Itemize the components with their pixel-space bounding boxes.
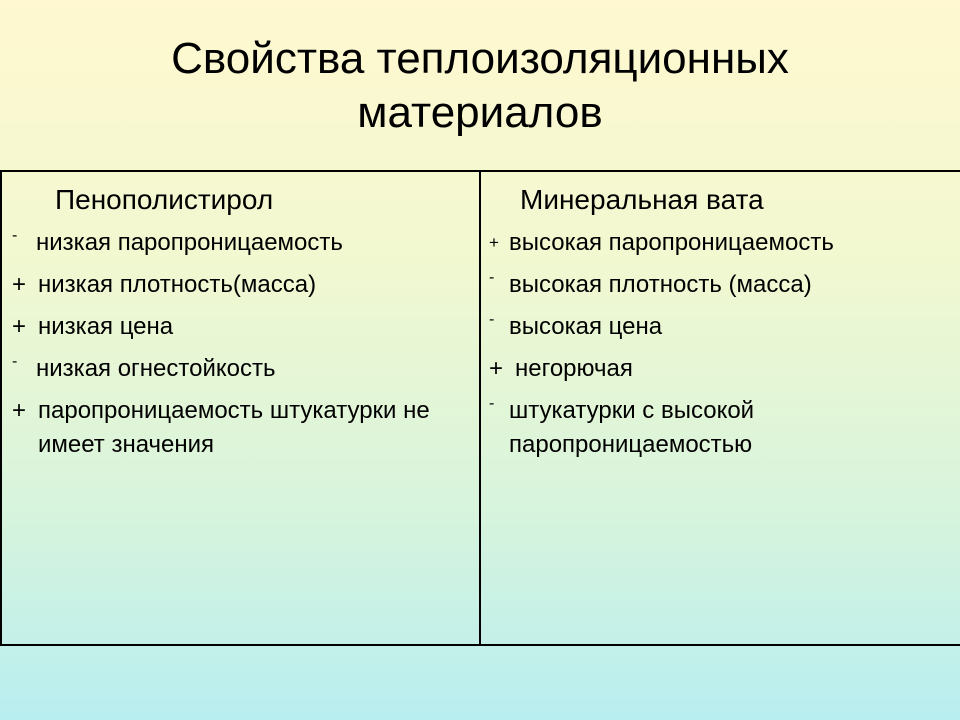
column-header-mineral-wool: Минеральная вата: [520, 184, 764, 215]
list-item: [489, 352, 956, 386]
plus-sign: +: [12, 271, 27, 298]
list-item-text: низкая паропроницаемость: [36, 229, 343, 256]
list-item-text: высокая паропроницаемость: [509, 229, 834, 256]
list-item-text: низкая цена: [38, 313, 174, 340]
list-item-text: негорючая: [515, 355, 633, 382]
list-item: [489, 268, 956, 302]
column-mineral-wool: [481, 172, 960, 644]
minus-sign: -: [12, 353, 18, 370]
page-title: [0, 32, 960, 140]
title-line-2: материалов: [357, 88, 603, 137]
plus-sign: +: [489, 233, 499, 252]
plus-sign: +: [12, 313, 27, 340]
column-header-polystyrene: Пенополистирол: [55, 184, 274, 215]
column-polystyrene: [0, 172, 481, 644]
minus-sign: -: [12, 227, 18, 244]
list-item-text: низкая огнестойкость: [36, 355, 276, 382]
list-item: [489, 310, 956, 344]
list-item: [12, 394, 471, 462]
comparison-table: [0, 170, 960, 646]
list-item-text: паропроницаемость штукатурки не имеет значения: [38, 397, 430, 458]
list-item: [12, 310, 471, 344]
list-item-text: низкая плотность(масса): [38, 271, 317, 298]
minus-sign: -: [489, 311, 495, 328]
list-item: [12, 268, 471, 302]
list-item-text: высокая плотность (масса): [509, 271, 812, 298]
list-item-text: высокая цена: [509, 313, 663, 340]
plus-sign: +: [12, 397, 27, 424]
list-item: [12, 226, 471, 260]
list-item: [489, 226, 956, 260]
title-line-1: Свойства теплоизоляционных: [171, 34, 789, 83]
plus-sign: +: [489, 355, 504, 382]
list-item: [489, 394, 956, 462]
list-item: [12, 352, 471, 386]
minus-sign: -: [489, 395, 495, 412]
list-item-text: штукатурки с высокой паропроницаемостью: [509, 397, 755, 458]
minus-sign: -: [489, 269, 495, 286]
